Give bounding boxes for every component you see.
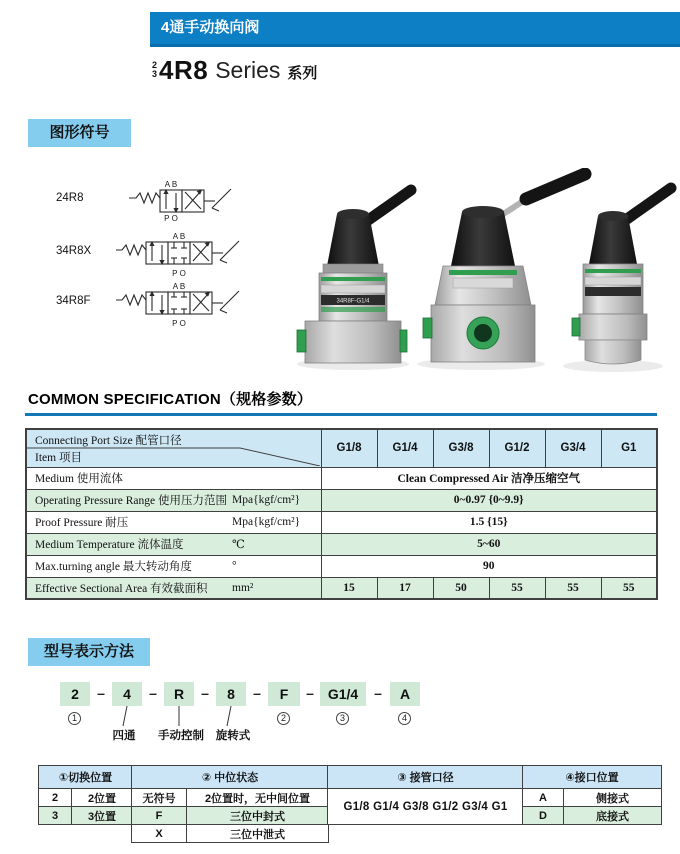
code-separator: – (253, 685, 261, 701)
spec-row-label: Medium 使用流体 (35, 473, 123, 485)
spec-row-value: 0~0.97 {0~9.9} (321, 489, 657, 511)
spec-col-header: G1 (601, 429, 657, 467)
symbol-label-34r8f: 34R8F (56, 295, 91, 307)
spec-col-header: G1/8 (321, 429, 377, 467)
spec-row-label: Max.turning angle 最大转动角度 (35, 561, 192, 573)
series-word: Series (215, 56, 281, 83)
legend-row (132, 789, 329, 807)
port-labels-top: A B (172, 282, 186, 291)
legend-table-switch-positions (38, 765, 133, 825)
legend-desc: 三位中封式 (187, 807, 329, 825)
spec-col-header: G3/8 (433, 429, 489, 467)
spec-row-label: Proof Pressure 耐压 (35, 517, 129, 529)
valve-symbol-24r8 (115, 178, 243, 222)
spec-row-proof-pressure (26, 511, 657, 533)
product-photos (283, 168, 679, 372)
legend-desc: 3位置 (72, 807, 133, 825)
legend-desc: 2位置时，无中间位置 (187, 789, 329, 807)
spec-row-unit: Mpa{kgf/cm²} (232, 494, 301, 506)
spec-title-rule (25, 413, 657, 416)
spec-cell-value: 50 (433, 577, 489, 599)
spec-row-value: 5~60 (321, 533, 657, 555)
legend-header: ③ 接管口径 (328, 766, 524, 789)
section-title-graphic-symbols: 图形符号 (28, 119, 131, 147)
spec-col-header: G1/4 (377, 429, 433, 467)
spec-row-unit: mm² (232, 581, 254, 594)
legend-port-sizes-value: G1/8 G1/4 G3/8 G1/2 G3/4 G1 (328, 789, 524, 825)
spec-row-label: Medium Temperature 流体温度 (35, 539, 184, 551)
valve-photo-middle (417, 174, 585, 370)
circled-number-2: 2 (277, 712, 290, 725)
model-code-port-size: G1/4 (320, 682, 366, 706)
legend-table-port-sizes (327, 765, 524, 825)
port-labels-bottom: P O (172, 319, 186, 328)
category-title: 4通手动换向阀 (161, 19, 260, 36)
spec-row-unit: ° (232, 560, 237, 572)
model-branch-lines (0, 706, 300, 728)
spec-cell-value: 17 (377, 577, 433, 599)
spec-cell-value: 55 (545, 577, 601, 599)
spec-cell-value: 55 (489, 577, 545, 599)
series-title (152, 54, 317, 86)
spec-col-header: G3/4 (545, 429, 601, 467)
symbol-label-24r8: 24R8 (56, 192, 84, 204)
code-separator: – (149, 685, 157, 701)
model-code-ways: 4 (112, 682, 142, 706)
circled-number-1: 1 (68, 712, 81, 725)
spec-row-label: Operating Pressure Range 使用压力范围 (35, 495, 227, 507)
series-code: 4R8 (159, 54, 209, 85)
code-separator: – (306, 685, 314, 701)
valve-photo-left (297, 190, 411, 370)
spec-corner-cell (26, 429, 321, 467)
branch-label-rotary-type: 旋转式 (215, 730, 251, 742)
legend-code: D (523, 807, 564, 825)
spec-row-operating-pressure (26, 489, 657, 511)
legend-code: A (523, 789, 564, 807)
port-labels-top: A B (172, 232, 186, 241)
model-code-manual: R (164, 682, 194, 706)
spec-row-value: 1.5 {15} (321, 511, 657, 533)
legend-header: ② 中位状态 (132, 766, 329, 789)
spec-row-value: Clean Compressed Air 洁净压缩空气 (321, 467, 657, 489)
spec-row-medium (26, 467, 657, 489)
legend-code: X (132, 825, 187, 843)
spec-table (25, 428, 658, 600)
legend-row (523, 807, 662, 825)
legend-row (39, 807, 133, 825)
legend-row (523, 789, 662, 807)
legend-row (328, 789, 524, 825)
spec-cell-value: 15 (321, 577, 377, 599)
legend-code: F (132, 807, 187, 825)
spec-row-unit: Mpa{kgf/cm²} (232, 516, 301, 528)
legend-row (132, 807, 329, 825)
code-separator: – (97, 685, 105, 701)
branch-label-four-way: 四通 (112, 730, 136, 742)
valve-symbol-34r8f (112, 280, 250, 328)
legend-desc: 侧接式 (564, 789, 662, 807)
legend-desc: 三位中泄式 (187, 825, 329, 843)
legend-desc: 2位置 (72, 789, 133, 807)
spec-row-label: Effective Sectional Area 有效截面积 (35, 582, 208, 595)
port-labels-bottom: P O (164, 214, 178, 222)
legend-code: 2 (39, 789, 72, 807)
symbol-label-34r8x: 34R8X (56, 245, 92, 257)
circled-number-3: 3 (336, 712, 349, 725)
legend-row (132, 825, 329, 843)
section-title-model-designation: 型号表示方法 (28, 638, 150, 666)
series-suffix: 系列 (287, 64, 318, 82)
branch-label-manual-control: 手动控制 (158, 730, 204, 742)
valve-model-label: 34R8F-G1/4 (336, 298, 370, 305)
legend-row (39, 789, 133, 807)
spec-col-header: G1/2 (489, 429, 545, 467)
spec-row-medium-temperature (26, 533, 657, 555)
legend-code: 3 (39, 807, 72, 825)
corner-bottom-label: Item 项目 (35, 451, 82, 464)
valve-symbol-34r8x (112, 230, 250, 278)
legend-table-center-states (131, 765, 329, 843)
series-prefix: 2 3 (152, 60, 158, 79)
model-code-center: F (268, 682, 300, 706)
corner-top-label: Connecting Port Size 配管口径 (35, 435, 182, 447)
legend-header: ④接口位置 (523, 766, 662, 789)
spec-row-value: 90 (321, 555, 657, 577)
spec-row-effective-area (26, 577, 657, 599)
code-separator: – (201, 685, 209, 701)
legend-header: ①切换位置 (39, 766, 133, 789)
code-separator: – (374, 685, 382, 701)
legend-code: 无符号 (132, 789, 187, 807)
spec-row-unit: ℃ (232, 539, 245, 551)
legend-desc: 底接式 (564, 807, 662, 825)
model-code-port-position: A (390, 682, 420, 706)
model-code-positions: 2 (60, 682, 90, 706)
category-header-bar (150, 12, 680, 47)
valve-photo-right (563, 188, 671, 372)
port-labels-top: A B (164, 180, 178, 189)
spec-cell-value: 55 (601, 577, 657, 599)
model-code-rotary: 8 (216, 682, 246, 706)
spec-section-title: COMMON SPECIFICATION（规格参数） (28, 391, 313, 408)
circled-number-4: 4 (398, 712, 411, 725)
port-labels-bottom: P O (172, 269, 186, 278)
legend-table-port-positions (522, 765, 662, 825)
spec-row-max-turning-angle (26, 555, 657, 577)
